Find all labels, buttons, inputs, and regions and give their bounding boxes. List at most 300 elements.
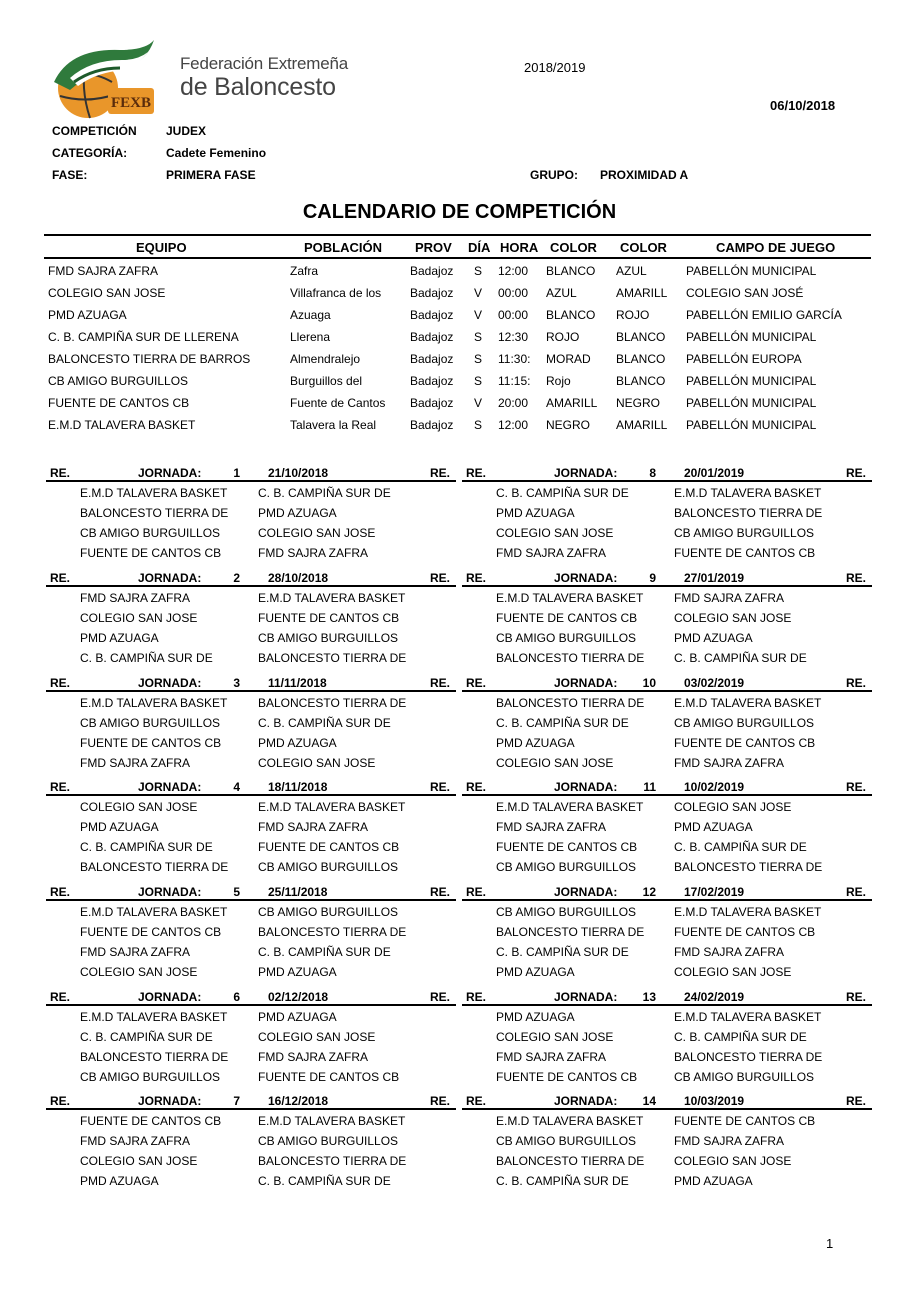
- team-province: Badajoz: [410, 352, 454, 366]
- home-team: PMD AZUAGA: [496, 736, 575, 750]
- home-team: C. B. CAMPIÑA SUR DE: [80, 840, 213, 854]
- home-team: FUENTE DE CANTOS CB: [80, 925, 222, 939]
- jornada-header: [462, 1091, 872, 1110]
- jornada-date: 25/11/2018: [268, 885, 328, 899]
- match-row: [46, 961, 456, 981]
- jornada-re-left: RE.: [466, 676, 487, 690]
- match-row: [46, 732, 456, 752]
- team-province: Badajoz: [410, 418, 454, 432]
- home-team: PMD AZUAGA: [496, 965, 575, 979]
- jornada-number: 6: [233, 990, 240, 1004]
- table-row: [44, 325, 871, 347]
- match-row: [46, 627, 456, 647]
- away-team: E.M.D TALAVERA BASKET: [674, 486, 822, 500]
- home-team: BALONCESTO TIERRA DE: [80, 1050, 229, 1064]
- jornada-re-right: RE.: [846, 885, 867, 899]
- jornada-label: JORNADA:: [554, 466, 618, 480]
- match-row: [46, 1066, 456, 1086]
- jornada-date: 24/02/2019: [684, 990, 745, 1004]
- competicion-value: JUDEX: [166, 124, 207, 138]
- jornada-date: 20/01/2019: [684, 466, 745, 480]
- away-team: E.M.D TALAVERA BASKET: [674, 696, 822, 710]
- away-team: FMD SAJRA ZAFRA: [674, 945, 785, 959]
- match-row: [46, 1110, 456, 1130]
- match-row: [46, 542, 456, 562]
- team-name: FMD SAJRA ZAFRA: [48, 264, 159, 278]
- jornada-label: JORNADA:: [138, 780, 202, 794]
- away-team: FUENTE DE CANTOS CB: [674, 925, 816, 939]
- jornada-block: [46, 463, 456, 562]
- team-name: FUENTE DE CANTOS CB: [48, 396, 190, 410]
- away-team: FMD SAJRA ZAFRA: [674, 591, 785, 605]
- team-color-2: AZUL: [616, 264, 647, 278]
- home-team: FUENTE DE CANTOS CB: [496, 1070, 638, 1084]
- away-team: C. B. CAMPIÑA SUR DE: [674, 840, 807, 854]
- away-team: FUENTE DE CANTOS CB: [674, 1114, 816, 1128]
- team-province: Badajoz: [410, 330, 454, 344]
- match-row: [46, 816, 456, 836]
- jornada-block: [462, 882, 872, 981]
- jornada-header: [462, 882, 872, 901]
- away-team: PMD AZUAGA: [258, 1010, 337, 1024]
- jornada-date: 10/02/2019: [684, 780, 745, 794]
- match-row: [46, 941, 456, 961]
- jornada-re-left: RE.: [50, 571, 71, 585]
- jornada-re-right: RE.: [430, 1094, 451, 1108]
- match-row: [46, 502, 456, 522]
- home-team: FUENTE DE CANTOS CB: [80, 546, 222, 560]
- jornada-number: 10: [642, 676, 656, 690]
- match-row: [46, 482, 456, 502]
- federation-name: [180, 54, 348, 101]
- jornada-number: 12: [642, 885, 656, 899]
- team-day: V: [474, 286, 483, 300]
- team-province: Badajoz: [410, 308, 454, 322]
- away-team: E.M.D TALAVERA BASKET: [258, 1114, 406, 1128]
- jornada-block: [46, 987, 456, 1086]
- jornada-date: 27/01/2019: [684, 571, 745, 585]
- team-town: Almendralejo: [290, 352, 361, 366]
- team-name: PMD AZUAGA: [48, 308, 127, 322]
- match-row: [46, 1046, 456, 1066]
- jornada-re-right: RE.: [430, 571, 451, 585]
- match-row: [462, 647, 872, 667]
- jornada-re-left: RE.: [50, 466, 71, 480]
- match-row: [462, 1046, 872, 1066]
- match-row: [462, 901, 872, 921]
- header-equipo: EQUIPO: [136, 240, 187, 255]
- jornada-re-left: RE.: [466, 1094, 487, 1108]
- away-team: FMD SAJRA ZAFRA: [258, 1050, 369, 1064]
- match-row: [462, 1026, 872, 1046]
- team-color-2: AMARILL: [616, 418, 668, 432]
- home-team: COLEGIO SAN JOSE: [80, 611, 198, 625]
- categoria-label: CATEGORÍA:: [52, 146, 128, 160]
- jornada-number: 11: [643, 780, 656, 794]
- away-team: COLEGIO SAN JOSE: [674, 1154, 792, 1168]
- home-team: E.M.D TALAVERA BASKET: [496, 591, 644, 605]
- jornada-label: JORNADA:: [138, 676, 202, 690]
- home-team: BALONCESTO TIERRA DE: [496, 1154, 645, 1168]
- match-row: [46, 522, 456, 542]
- federation-name-line1: Federación Extremeña: [180, 54, 348, 73]
- away-team: CB AMIGO BURGUILLOS: [674, 1070, 815, 1084]
- jornada-label: JORNADA:: [138, 990, 202, 1004]
- team-color-1: ROJO: [546, 330, 580, 344]
- home-team: PMD AZUAGA: [80, 631, 159, 645]
- jornada-label: JORNADA:: [554, 1094, 618, 1108]
- competicion-label: COMPETICIÓN: [52, 124, 137, 138]
- season: 2018/2019: [524, 60, 586, 75]
- jornada-date: 03/02/2019: [684, 676, 745, 690]
- jornada-re-left: RE.: [50, 780, 71, 794]
- match-row: [462, 607, 872, 627]
- away-team: C. B. CAMPIÑA SUR DE: [258, 1174, 391, 1188]
- match-row: [462, 856, 872, 876]
- match-row: [462, 752, 872, 772]
- away-team: E.M.D TALAVERA BASKET: [674, 905, 822, 919]
- team-venue: COLEGIO SAN JOSÉ: [686, 286, 804, 300]
- team-time: 12:00: [498, 418, 529, 432]
- match-row: [462, 502, 872, 522]
- jornada-number: 3: [233, 676, 240, 690]
- header-campo: CAMPO DE JUEGO: [716, 240, 836, 255]
- team-time: 11:15:: [498, 374, 531, 388]
- home-team: FMD SAJRA ZAFRA: [496, 820, 607, 834]
- home-team: FUENTE DE CANTOS CB: [496, 840, 638, 854]
- match-row: [46, 1006, 456, 1026]
- jornada-header: [46, 1091, 456, 1110]
- away-team: PMD AZUAGA: [258, 965, 337, 979]
- match-row: [462, 1110, 872, 1130]
- away-team: C. B. CAMPIÑA SUR DE: [674, 1030, 807, 1044]
- home-team: CB AMIGO BURGUILLOS: [80, 526, 221, 540]
- away-team: FUENTE DE CANTOS CB: [674, 736, 816, 750]
- match-row: [46, 1150, 456, 1170]
- home-team: CB AMIGO BURGUILLOS: [80, 716, 221, 730]
- home-team: BALONCESTO TIERRA DE: [496, 651, 645, 665]
- team-color-1: MORAD: [546, 352, 591, 366]
- team-time: 11:30:: [498, 352, 531, 366]
- jornada-re-right: RE.: [430, 990, 451, 1004]
- jornada-block: [462, 987, 872, 1086]
- jornada-label: JORNADA:: [138, 466, 202, 480]
- fase-label: FASE:: [52, 168, 88, 182]
- team-province: Badajoz: [410, 396, 454, 410]
- away-team: FMD SAJRA ZAFRA: [258, 820, 369, 834]
- header-prov: PROV: [415, 240, 452, 255]
- match-row: [46, 796, 456, 816]
- home-team: E.M.D TALAVERA BASKET: [80, 696, 228, 710]
- away-team: C. B. CAMPIÑA SUR DE: [258, 486, 391, 500]
- home-team: PMD AZUAGA: [496, 1010, 575, 1024]
- jornada-header: [462, 568, 872, 587]
- match-row: [462, 482, 872, 502]
- jornada-re-right: RE.: [430, 780, 451, 794]
- match-row: [462, 941, 872, 961]
- away-team: BALONCESTO TIERRA DE: [258, 925, 407, 939]
- home-team: COLEGIO SAN JOSE: [496, 1030, 614, 1044]
- team-name: BALONCESTO TIERRA DE BARROS: [48, 352, 251, 366]
- jornada-block: [46, 1091, 456, 1190]
- home-team: FMD SAJRA ZAFRA: [80, 1134, 191, 1148]
- away-team: FUENTE DE CANTOS CB: [258, 1070, 400, 1084]
- team-name: COLEGIO SAN JOSE: [48, 286, 166, 300]
- svg-text:FEXB: FEXB: [110, 95, 152, 111]
- jornada-re-left: RE.: [466, 780, 487, 794]
- team-day: S: [474, 330, 483, 344]
- fexb-logo: [50, 38, 162, 120]
- match-row: [46, 1170, 456, 1190]
- home-team: PMD AZUAGA: [80, 1174, 159, 1188]
- away-team: FUENTE DE CANTOS CB: [258, 840, 400, 854]
- jornada-block: [462, 673, 872, 772]
- away-team: PMD AZUAGA: [674, 820, 753, 834]
- team-color-1: AZUL: [546, 286, 577, 300]
- match-row: [462, 796, 872, 816]
- match-row: [462, 692, 872, 712]
- home-team: COLEGIO SAN JOSE: [80, 1154, 198, 1168]
- team-venue: PABELLÓN MUNICIPAL: [686, 330, 817, 344]
- away-team: COLEGIO SAN JOSE: [258, 756, 376, 770]
- jornada-header: [46, 987, 456, 1006]
- away-team: C. B. CAMPIÑA SUR DE: [258, 716, 391, 730]
- home-team: FUENTE DE CANTOS CB: [496, 611, 638, 625]
- team-time: 12:00: [498, 264, 529, 278]
- away-team: E.M.D TALAVERA BASKET: [258, 800, 406, 814]
- match-row: [46, 587, 456, 607]
- header-dia: DÍA: [468, 240, 491, 255]
- jornada-date: 16/12/2018: [268, 1094, 329, 1108]
- away-team: PMD AZUAGA: [674, 1174, 753, 1188]
- match-row: [46, 1026, 456, 1046]
- header-color-1: COLOR: [550, 240, 597, 255]
- team-day: S: [474, 264, 483, 278]
- home-team: FMD SAJRA ZAFRA: [496, 1050, 607, 1064]
- team-color-1: BLANCO: [546, 264, 596, 278]
- page-number: 1: [826, 1236, 834, 1251]
- jornada-re-right: RE.: [846, 466, 867, 480]
- jornada-re-left: RE.: [50, 990, 71, 1004]
- home-team: PMD AZUAGA: [80, 820, 159, 834]
- team-day: S: [474, 418, 483, 432]
- jornada-number: 13: [642, 990, 656, 1004]
- match-row: [462, 522, 872, 542]
- jornada-header: [462, 673, 872, 692]
- match-row: [46, 692, 456, 712]
- jornada-re-right: RE.: [846, 571, 867, 585]
- match-row: [46, 901, 456, 921]
- jornada-re-right: RE.: [430, 885, 451, 899]
- home-team: FUENTE DE CANTOS CB: [80, 1114, 222, 1128]
- jornada-re-right: RE.: [846, 780, 867, 794]
- jornada-label: JORNADA:: [138, 1094, 202, 1108]
- jornada-number: 4: [233, 780, 240, 794]
- jornada-block: [46, 882, 456, 981]
- jornada-date: 17/02/2019: [684, 885, 745, 899]
- jornada-header: [462, 777, 872, 796]
- match-row: [46, 921, 456, 941]
- away-team: BALONCESTO TIERRA DE: [258, 651, 407, 665]
- jornada-re-left: RE.: [466, 990, 487, 1004]
- table-row: [44, 413, 871, 435]
- federation-name-line2: de Baloncesto: [180, 73, 336, 101]
- away-team: C. B. CAMPIÑA SUR DE: [258, 945, 391, 959]
- jornada-header: [46, 673, 456, 692]
- team-name: E.M.D TALAVERA BASKET: [48, 418, 196, 432]
- away-team: CB AMIGO BURGUILLOS: [674, 716, 815, 730]
- home-team: BALONCESTO TIERRA DE: [496, 696, 645, 710]
- home-team: CB AMIGO BURGUILLOS: [80, 1070, 221, 1084]
- away-team: BALONCESTO TIERRA DE: [258, 696, 407, 710]
- home-team: FMD SAJRA ZAFRA: [80, 756, 191, 770]
- away-team: E.M.D TALAVERA BASKET: [674, 1010, 822, 1024]
- home-team: E.M.D TALAVERA BASKET: [80, 486, 228, 500]
- jornada-header: [462, 463, 872, 482]
- team-day: S: [474, 374, 483, 388]
- header-hora: HORA: [500, 240, 539, 255]
- home-team: E.M.D TALAVERA BASKET: [80, 1010, 228, 1024]
- home-team: C. B. CAMPIÑA SUR DE: [496, 716, 629, 730]
- fase-value: PRIMERA FASE: [166, 168, 256, 182]
- away-team: FMD SAJRA ZAFRA: [674, 1134, 785, 1148]
- jornada-header: [46, 882, 456, 901]
- away-team: E.M.D TALAVERA BASKET: [258, 591, 406, 605]
- team-town: Fuente de Cantos: [290, 396, 386, 410]
- away-team: CB AMIGO BURGUILLOS: [674, 526, 815, 540]
- match-row: [462, 836, 872, 856]
- team-color-2: BLANCO: [616, 352, 666, 366]
- team-venue: PABELLÓN MUNICIPAL: [686, 374, 817, 388]
- home-team: FMD SAJRA ZAFRA: [496, 546, 607, 560]
- home-team: FUENTE DE CANTOS CB: [80, 736, 222, 750]
- match-row: [46, 607, 456, 627]
- jornada-re-right: RE.: [846, 1094, 867, 1108]
- home-team: BALONCESTO TIERRA DE: [80, 860, 229, 874]
- jornada-label: JORNADA:: [554, 885, 618, 899]
- team-town: Azuaga: [290, 308, 331, 322]
- jornada-header: [46, 463, 456, 482]
- match-row: [46, 647, 456, 667]
- team-province: Badajoz: [410, 374, 454, 388]
- away-team: COLEGIO SAN JOSE: [258, 526, 376, 540]
- match-row: [46, 752, 456, 772]
- table-row: [44, 347, 871, 369]
- jornada-label: JORNADA:: [554, 990, 618, 1004]
- jornada-date: 28/10/2018: [268, 571, 329, 585]
- match-row: [462, 712, 872, 732]
- header-poblacion: POBLACIÓN: [304, 240, 382, 255]
- home-team: CB AMIGO BURGUILLOS: [496, 905, 637, 919]
- team-town: Llerena: [290, 330, 331, 344]
- team-color-2: BLANCO: [616, 374, 666, 388]
- away-team: CB AMIGO BURGUILLOS: [258, 860, 399, 874]
- team-venue: PABELLÓN EMILIO GARCÍA: [686, 308, 842, 322]
- teams-table-body: [44, 259, 871, 435]
- jornada-re-left: RE.: [466, 885, 487, 899]
- home-team: COLEGIO SAN JOSE: [496, 526, 614, 540]
- match-row: [46, 856, 456, 876]
- table-row: [44, 369, 871, 391]
- jornada-header: [46, 777, 456, 796]
- jornada-label: JORNADA:: [554, 780, 618, 794]
- match-row: [462, 732, 872, 752]
- jornada-re-left: RE.: [466, 466, 487, 480]
- jornada-header: [462, 987, 872, 1006]
- match-row: [46, 712, 456, 732]
- away-team: PMD AZUAGA: [674, 631, 753, 645]
- away-team: BALONCESTO TIERRA DE: [674, 1050, 823, 1064]
- team-color-1: NEGRO: [546, 418, 591, 432]
- jornada-block: [462, 777, 872, 876]
- home-team: COLEGIO SAN JOSE: [80, 800, 198, 814]
- grupo-value: PROXIMIDAD A: [600, 168, 689, 182]
- categoria-value: Cadete Femenino: [166, 146, 267, 160]
- home-team: BALONCESTO TIERRA DE: [496, 925, 645, 939]
- away-team: BALONCESTO TIERRA DE: [674, 506, 823, 520]
- jornada-header: [46, 568, 456, 587]
- match-row: [462, 1130, 872, 1150]
- jornada-block: [46, 777, 456, 876]
- home-team: C. B. CAMPIÑA SUR DE: [80, 651, 213, 665]
- away-team: FMD SAJRA ZAFRA: [674, 756, 785, 770]
- jornada-number: 8: [649, 466, 656, 480]
- table-row: [44, 281, 871, 303]
- jornada-block: [462, 1091, 872, 1190]
- table-row: [44, 259, 871, 281]
- teams-table-header: [44, 234, 871, 259]
- home-team: C. B. CAMPIÑA SUR DE: [496, 1174, 629, 1188]
- jornada-number: 1: [233, 466, 240, 480]
- jornada-number: 9: [649, 571, 656, 585]
- jornada-label: JORNADA:: [138, 885, 202, 899]
- match-row: [462, 961, 872, 981]
- away-team: PMD AZUAGA: [258, 506, 337, 520]
- home-team: CB AMIGO BURGUILLOS: [496, 1134, 637, 1148]
- grupo-label: GRUPO:: [530, 168, 578, 182]
- jornada-re-left: RE.: [50, 885, 71, 899]
- jornada-date: 10/03/2019: [684, 1094, 745, 1108]
- home-team: C. B. CAMPIÑA SUR DE: [80, 1030, 213, 1044]
- jornada-block: [462, 568, 872, 667]
- jornada-block: [46, 568, 456, 667]
- team-color-2: ROJO: [616, 308, 650, 322]
- team-town: Zafra: [290, 264, 319, 278]
- home-team: E.M.D TALAVERA BASKET: [496, 1114, 644, 1128]
- home-team: COLEGIO SAN JOSE: [496, 756, 614, 770]
- table-row: [44, 303, 871, 325]
- home-team: CB AMIGO BURGUILLOS: [496, 860, 637, 874]
- jornada-re-right: RE.: [846, 990, 867, 1004]
- match-row: [46, 1130, 456, 1150]
- jornada-block: [462, 463, 872, 562]
- team-province: Badajoz: [410, 286, 454, 300]
- home-team: E.M.D TALAVERA BASKET: [80, 905, 228, 919]
- jornada-date: 02/12/2018: [268, 990, 329, 1004]
- jornada-date: 18/11/2018: [268, 780, 328, 794]
- print-date: 06/10/2018: [770, 98, 836, 113]
- match-row: [462, 1150, 872, 1170]
- home-team: FMD SAJRA ZAFRA: [80, 591, 191, 605]
- home-team: PMD AZUAGA: [496, 506, 575, 520]
- team-time: 00:00: [498, 308, 529, 322]
- away-team: PMD AZUAGA: [258, 736, 337, 750]
- match-row: [462, 627, 872, 647]
- jornada-number: 14: [642, 1094, 656, 1108]
- match-row: [462, 1066, 872, 1086]
- jornada-date: 11/11/2018: [268, 676, 327, 690]
- match-row: [46, 836, 456, 856]
